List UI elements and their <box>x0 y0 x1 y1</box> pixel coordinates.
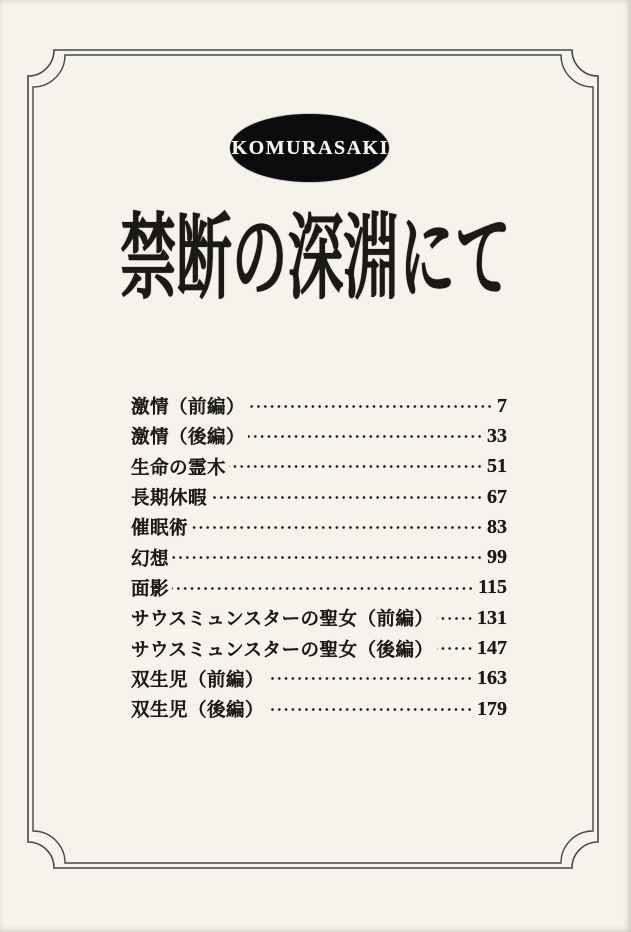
publisher-badge <box>230 114 389 182</box>
toc-entry-page: 163 <box>477 667 507 690</box>
publisher-badge-label: KOMURASAKI <box>231 136 389 159</box>
toc-leader-dots <box>229 452 483 482</box>
toc-entry-page: 179 <box>477 697 507 720</box>
book-title: 禁断の深淵にて <box>120 207 511 311</box>
toc-entry-page: 51 <box>487 455 507 478</box>
toc-entry-page: 131 <box>477 606 507 629</box>
toc-leader-dots <box>267 664 473 694</box>
toc-entry <box>131 603 507 633</box>
toc-leader-dots <box>437 633 473 663</box>
toc-entry-page: 115 <box>478 576 507 599</box>
toc-leader-dots <box>210 482 483 512</box>
toc-entry-page: 99 <box>487 546 507 569</box>
toc-entry-title: 双生児（前編） <box>131 670 265 691</box>
toc-entry-page: 83 <box>487 515 507 538</box>
toc-entry <box>131 633 507 663</box>
toc-entry <box>131 421 507 451</box>
toc-entry-title: サウスミュンスターの聖女（前編） <box>131 610 434 631</box>
toc-entry <box>131 512 507 542</box>
toc-entry <box>131 694 507 724</box>
toc-entry-page: 7 <box>497 394 507 417</box>
toc-leader-dots <box>172 573 474 603</box>
toc-entry <box>131 664 507 694</box>
toc-entry-page: 147 <box>477 637 507 660</box>
toc-entry-page: 67 <box>487 485 507 508</box>
toc-entry-title: サウスミュンスターの聖女（後編） <box>131 640 434 661</box>
toc-leader-dots <box>437 603 473 633</box>
table-of-contents <box>131 391 507 724</box>
toc-entry-title: 激情（後編） <box>131 428 246 449</box>
toc-entry <box>131 573 507 603</box>
toc-entry-title: 催眠術 <box>131 519 189 540</box>
toc-entry-title: 幻想 <box>131 549 170 570</box>
toc-leader-dots <box>172 542 483 572</box>
toc-entry-title: 長期休暇 <box>131 489 208 510</box>
toc-entry <box>131 452 507 482</box>
toc-entry <box>131 542 507 572</box>
title-area <box>0 198 631 320</box>
toc-entry <box>131 391 507 421</box>
toc-entry-title: 面影 <box>131 579 170 600</box>
toc-leader-dots <box>248 421 483 451</box>
toc-entry-title: 激情（前編） <box>131 398 246 419</box>
toc-entry-page: 33 <box>487 424 507 447</box>
toc-entry <box>131 482 507 512</box>
toc-leader-dots <box>267 694 473 724</box>
toc-entry-title: 生命の霊木 <box>131 458 227 479</box>
toc-entry-title: 双生児（後編） <box>131 701 265 722</box>
toc-leader-dots <box>191 512 483 542</box>
toc-leader-dots <box>248 391 493 421</box>
